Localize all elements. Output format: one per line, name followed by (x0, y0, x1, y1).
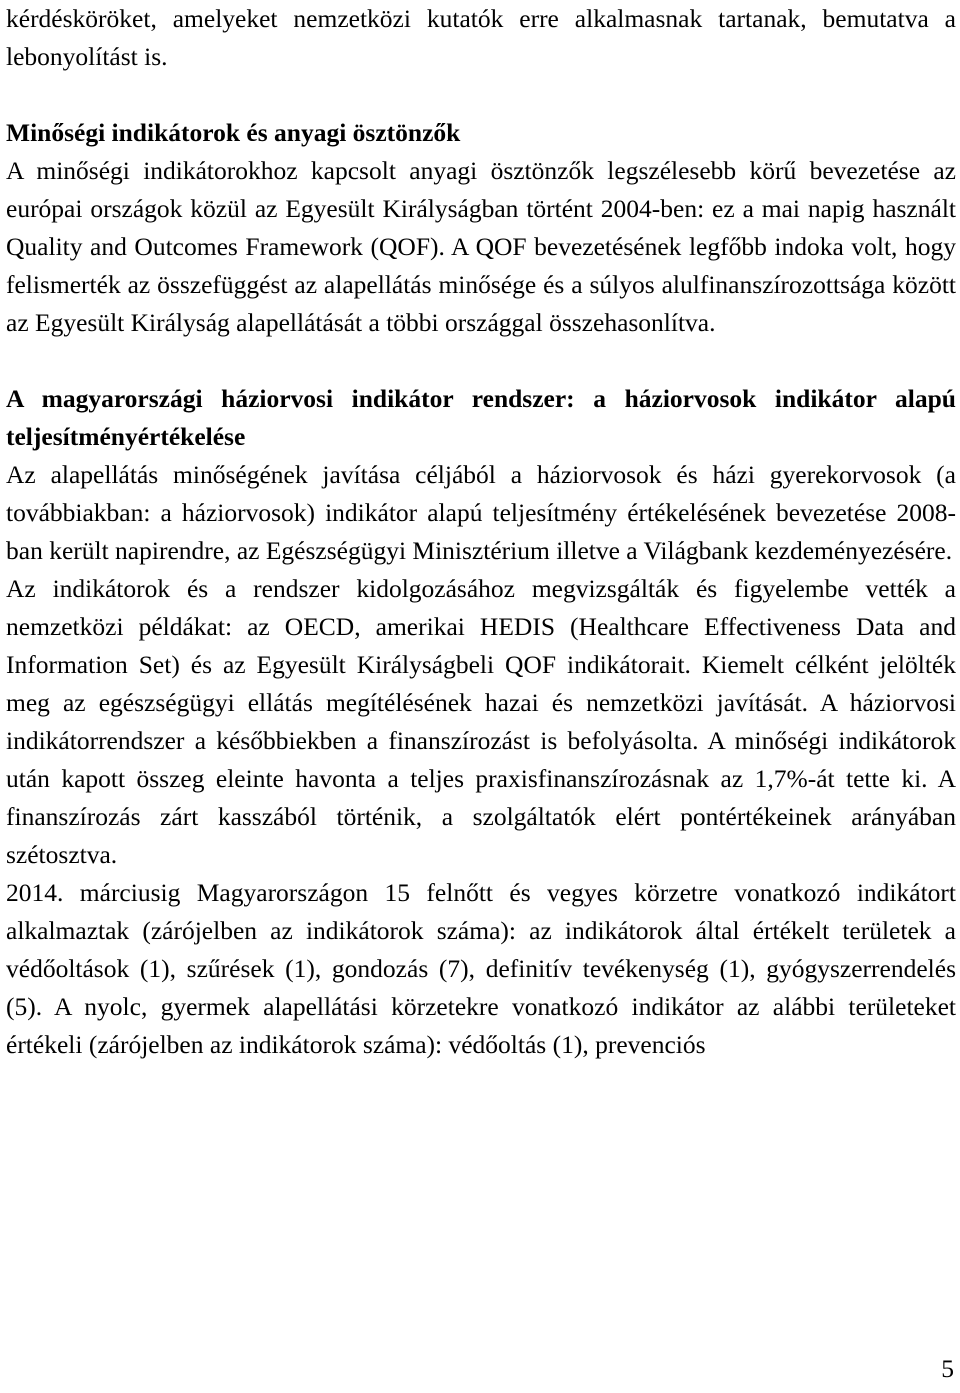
intro-paragraph: kérdésköröket, amelyeket nemzetközi kutatók erre alkalmasnak tartanak, bemutatva a lebonyolítást is. (6, 4, 956, 71)
paragraph-international-examples: Az indikátorok és a rendszer kidolgozásához megvizsgálták és figyelembe vették a nemzetközi példákat: az OECD, amerikai HEDIS (Healthcare Effectiveness Data and Information Set) és az Egyesült Királyságbeli QOF indikátorait. Kiemelt célként jelölték meg az egészségügyi ellátás megítélésének hazai és nemzetközi javítását. A háziorvosi indikátorrendszer a későbbiekben a finanszírozást is befolyásolta. A minőségi indikátorok után kapott összeg eleinte havonta a teljes praxisfinanszírozásnak az 1,7%-át tette ki. A finanszírozás zárt kasszából történik, a szolgáltatók elért pontértékeinek arányában szétosztva. (6, 574, 956, 869)
paragraph-qof: A minőségi indikátorokhoz kapcsolt anyagi ösztönzők legszélesebb körű bevezetése az európai országok közül az Egyesült Királyságban történt 2004-ben: ez a mai napig használt Quality and Outcomes Framework (QOF). A QOF bevezetésének legfőbb indoka volt, hogy felismerték az összefüggést az alapellátás minősége és a súlyos alulfinanszírozottsága között az Egyesült Királyság alapellátását a többi országgal összehasonlítva. (6, 156, 956, 337)
page-number: 5 (941, 1354, 954, 1383)
section-heading-hungarian-indicator-system: A magyarországi háziorvosi indikátor rendszer: a háziorvosok indikátor alapú teljesítményértékelése (6, 384, 956, 451)
paragraph-introduction-2008: Az alapellátás minőségének javítása céljából a háziorvosok és házi gyerekorvosok (a továbbiakban: a háziorvosok) indikátor alapú teljesítmény értékelésének bevezetése 2008-ban került napirendre, az Egészségügyi Minisztérium illetve a Világbank kezdeményezésére. (6, 460, 956, 565)
section-heading-quality-indicators: Minőségi indikátorok és anyagi ösztönzők (6, 118, 461, 147)
paragraph-indicators-2014: 2014. márciusig Magyarországon 15 felnőtt és vegyes körzetre vonatkozó indikátort alkalmaztak (zárójelben az indikátorok száma): az indikátorok által értékelt területek a védőoltások (1), szűrések (1), gondozás (7), definitív tevékenység (1), gyógyszerrendelés (5). A nyolc, gyermek alapellátási körzetekre vonatkozó indikátor az alábbi területeket értékeli (zárójelben az indikátorok száma): védőoltás (1), prevenciós (6, 878, 956, 1059)
